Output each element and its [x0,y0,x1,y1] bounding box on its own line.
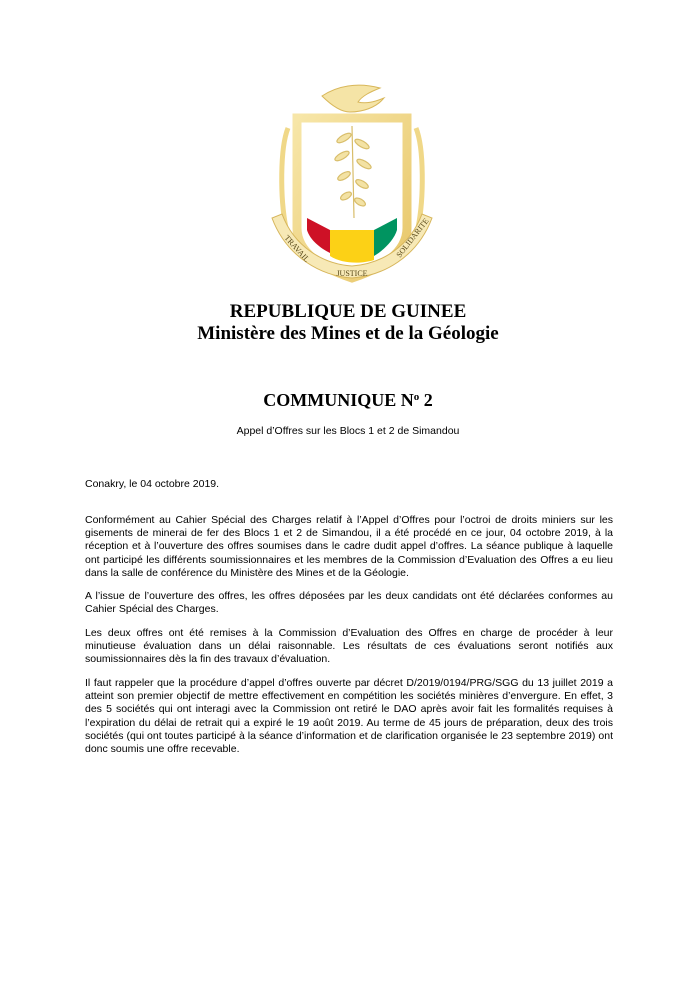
paragraph-4: Il faut rappeler que la procédure d’appel d’offres ouverte par décret D/2019/0194/PRG/SGG du 13 juillet 2019 a atteint son premier objectif de mettre effectivement en compétition les sociétés minières d’envergure. En effet, 3 des 5 sociétés qui ont interagi avec la Commission ont retiré le DAO après avoir fait les formalités requises à l’expiration du délai de retrait qui a expiré le 19 août 2019. Au terme de 45 jours de préparation, deux des trois sociétés (qui ont toutes participé à la séance d’information et de clarification organisée le 23 septembre 2019) ont donc soumis une offre recevable. [85,677,613,756]
communique-number: 2 [419,390,433,410]
motto-left: TRAVAIL [282,233,312,264]
flag-band-yellow [330,230,374,263]
dove-icon [322,85,384,112]
left-scroll [282,128,288,228]
paragraph-1: Conformément au Cahier Spécial des Charges relatif à l’Appel d’Offres pour l’octroi de droits miniers sur les gisements de minerai de fer des Blocs 1 et 2 de Simandou, il a été procédé en ce jour, 04 octobre 2019, à la réception et à l’ouverture des offres soumises dans le cadre dudit appel d’offres. La séance publique à laquelle ont participé les différents soumissionnaires et les membres de la Commission d’Evaluation des Offres a eu lieu dans la salle de conférence du Ministère des Mines et de la Géologie. [85,514,613,579]
communique-label: COMMUNIQUE N [263,390,414,410]
communique-superscript: o [413,391,420,403]
date-line: Conakry, le 04 octobre 2019. [85,478,220,490]
communique-title [0,386,696,411]
motto-center: JUSTICE [336,269,368,278]
ministry-heading: Ministère des Mines et de la Géologie [197,323,499,344]
paragraph-2: A l’issue de l’ouverture des offres, les offres déposées par les deux candidats ont été déclarées conformes au Cahier Spécial des Charges. [85,590,613,616]
right-scroll [416,128,422,228]
olive-branch-icon [334,126,373,218]
motto-right: SOLIDARITE [394,216,431,260]
communique-subtitle: Appel d’Offres sur les Blocs 1 et 2 de Simandou [236,425,460,437]
coat-of-arms-emblem [262,78,442,288]
republic-heading: REPUBLIQUE DE GUINEE [229,301,467,322]
flag-band-red [307,218,330,253]
paragraph-3: Les deux offres ont été remises à la Commission d’Evaluation des Offres en charge de procéder à leur minutieuse évaluation dans un délai raisonnable. Les résultats de ces évaluations seront notifiés aux soumissionnaires dès la fin des travaux d’évaluation. [85,627,613,666]
flag-band [307,218,397,263]
